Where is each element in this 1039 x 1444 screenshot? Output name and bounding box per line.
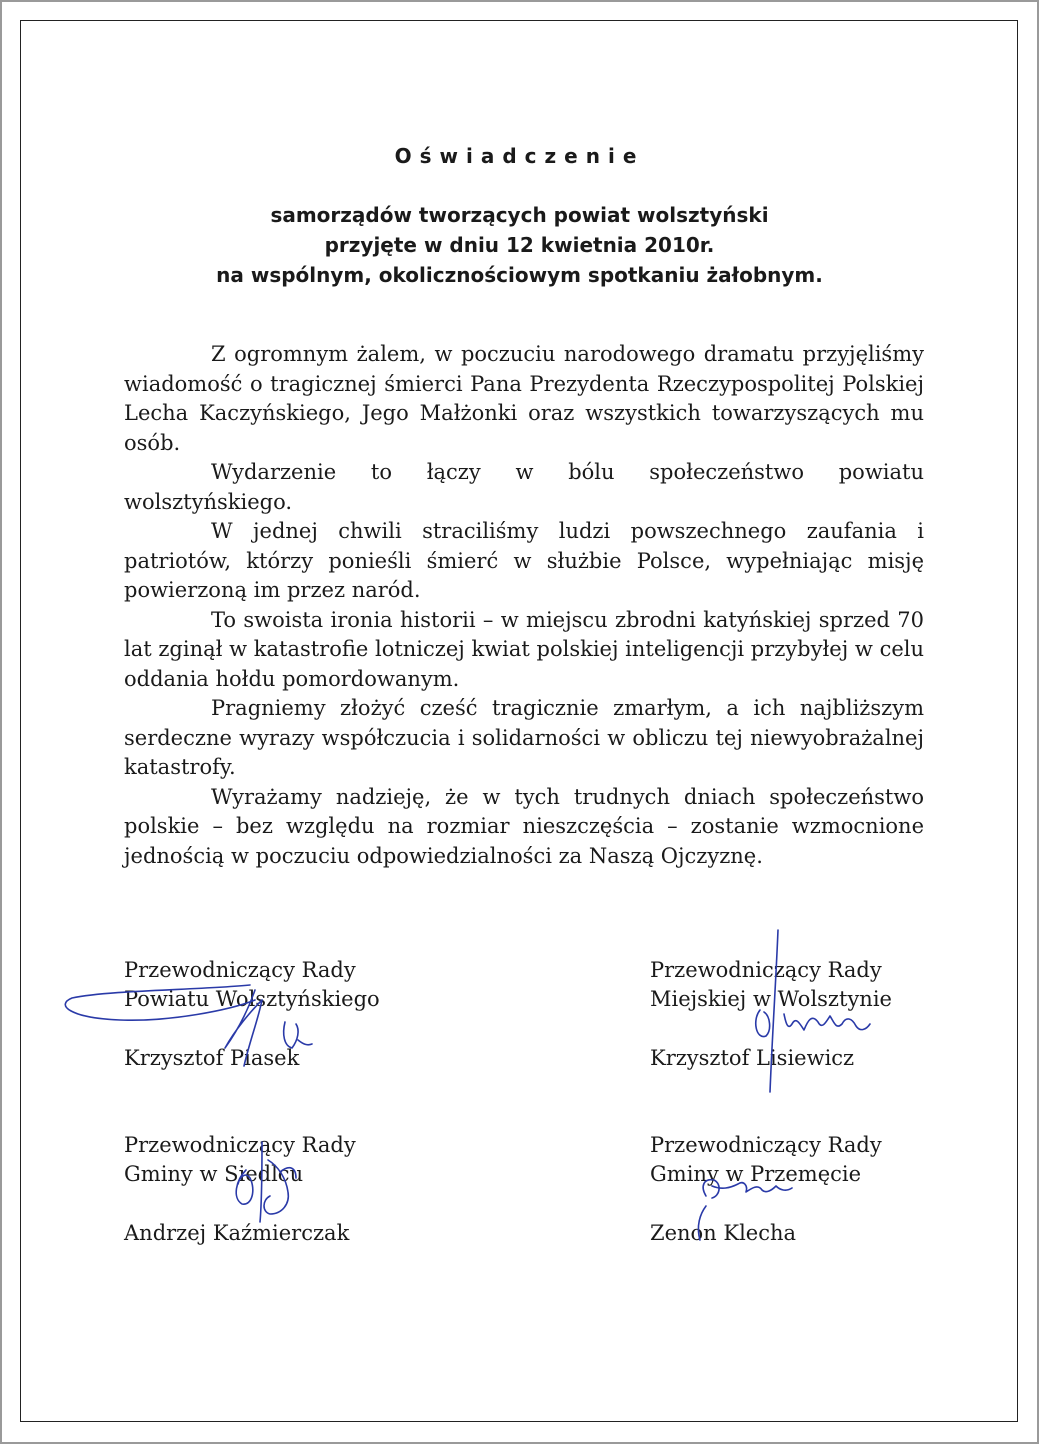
signatory-block — [124, 1131, 356, 1248]
paragraph: W jednej chwili straciliśmy ludzi powszechnego zaufania i patriotów, którzy ponieśli śmierć w służbie Polsce, wypełniając misję powierzoną im przez naród. — [124, 519, 924, 602]
signatory-body: Gminy w Siedlcu — [124, 1162, 304, 1186]
signatory-name: Andrzej Kaźmierczak — [124, 1221, 350, 1245]
paragraph: Wydarzenie to łączy w bólu społeczeństwo powiatu wolsztyńskiego. — [124, 460, 924, 514]
subtitle-line-3: na wspólnym, okolicznościowym spotkaniu żałobnym. — [216, 263, 823, 287]
signatory-block — [124, 956, 380, 1073]
signatory-body: Gminy w Przemęcie — [650, 1162, 862, 1186]
paragraph: To swoista ironia historii – w miejscu zbrodni katyńskiej sprzed 70 lat zginął w katastrofie lotniczej kwiat polskiej inteligencji przybyłej w celu oddania hołdu pomordowanym. — [124, 607, 924, 691]
signatory-role: Przewodniczący Rady — [124, 958, 356, 982]
signatory-body: Powiatu Wolsztyńskiego — [124, 987, 380, 1011]
signatory-body: Miejskiej w Wolsztynie — [650, 987, 892, 1011]
paragraph: Z ogromnym żalem, w poczuciu narodowego dramatu przyjęliśmy wiadomość o tragicznej śmierci Pana Prezydenta Rzeczypospolitej Polskiej Lecha Kaczyńskiego, Jego Małżonki oraz wszystkich towarzyszących mu osób. — [124, 342, 924, 455]
paragraph: Wyrażamy nadzieję, że w tych trudnych dniach społeczeństwo polskie – bez względu na rozmiar nieszczęścia – zostanie wzmocnione jednością w poczuciu odpowiedzialności za Naszą Ojczyznę. — [124, 784, 924, 868]
signatory-role: Przewodniczący Rady — [124, 1133, 356, 1157]
signatory-block — [650, 956, 892, 1073]
signatory-block — [650, 1131, 882, 1248]
statement-body — [124, 340, 924, 871]
signatory-name: Zenon Klecha — [650, 1221, 797, 1245]
subtitle-line-1: samorządów tworzących powiat wolsztyński — [270, 203, 769, 227]
signatory-role: Przewodniczący Rady — [650, 958, 882, 982]
signatory-name: Krzysztof Piasek — [124, 1046, 300, 1070]
subtitle-line-2: przyjęte w dniu 12 kwietnia 2010r. — [324, 233, 715, 257]
signatory-role: Przewodniczący Rady — [650, 1133, 882, 1157]
signatory-name: Krzysztof Lisiewicz — [650, 1046, 855, 1070]
paragraph: Pragniemy złożyć cześć tragicznie zmarłym, a ich najbliższym serdeczne wyrazy współczucia i solidarności w obliczu tej niewyobrażalnej katastrofy. — [124, 696, 924, 779]
document-title: Oświadczenie — [394, 144, 645, 168]
